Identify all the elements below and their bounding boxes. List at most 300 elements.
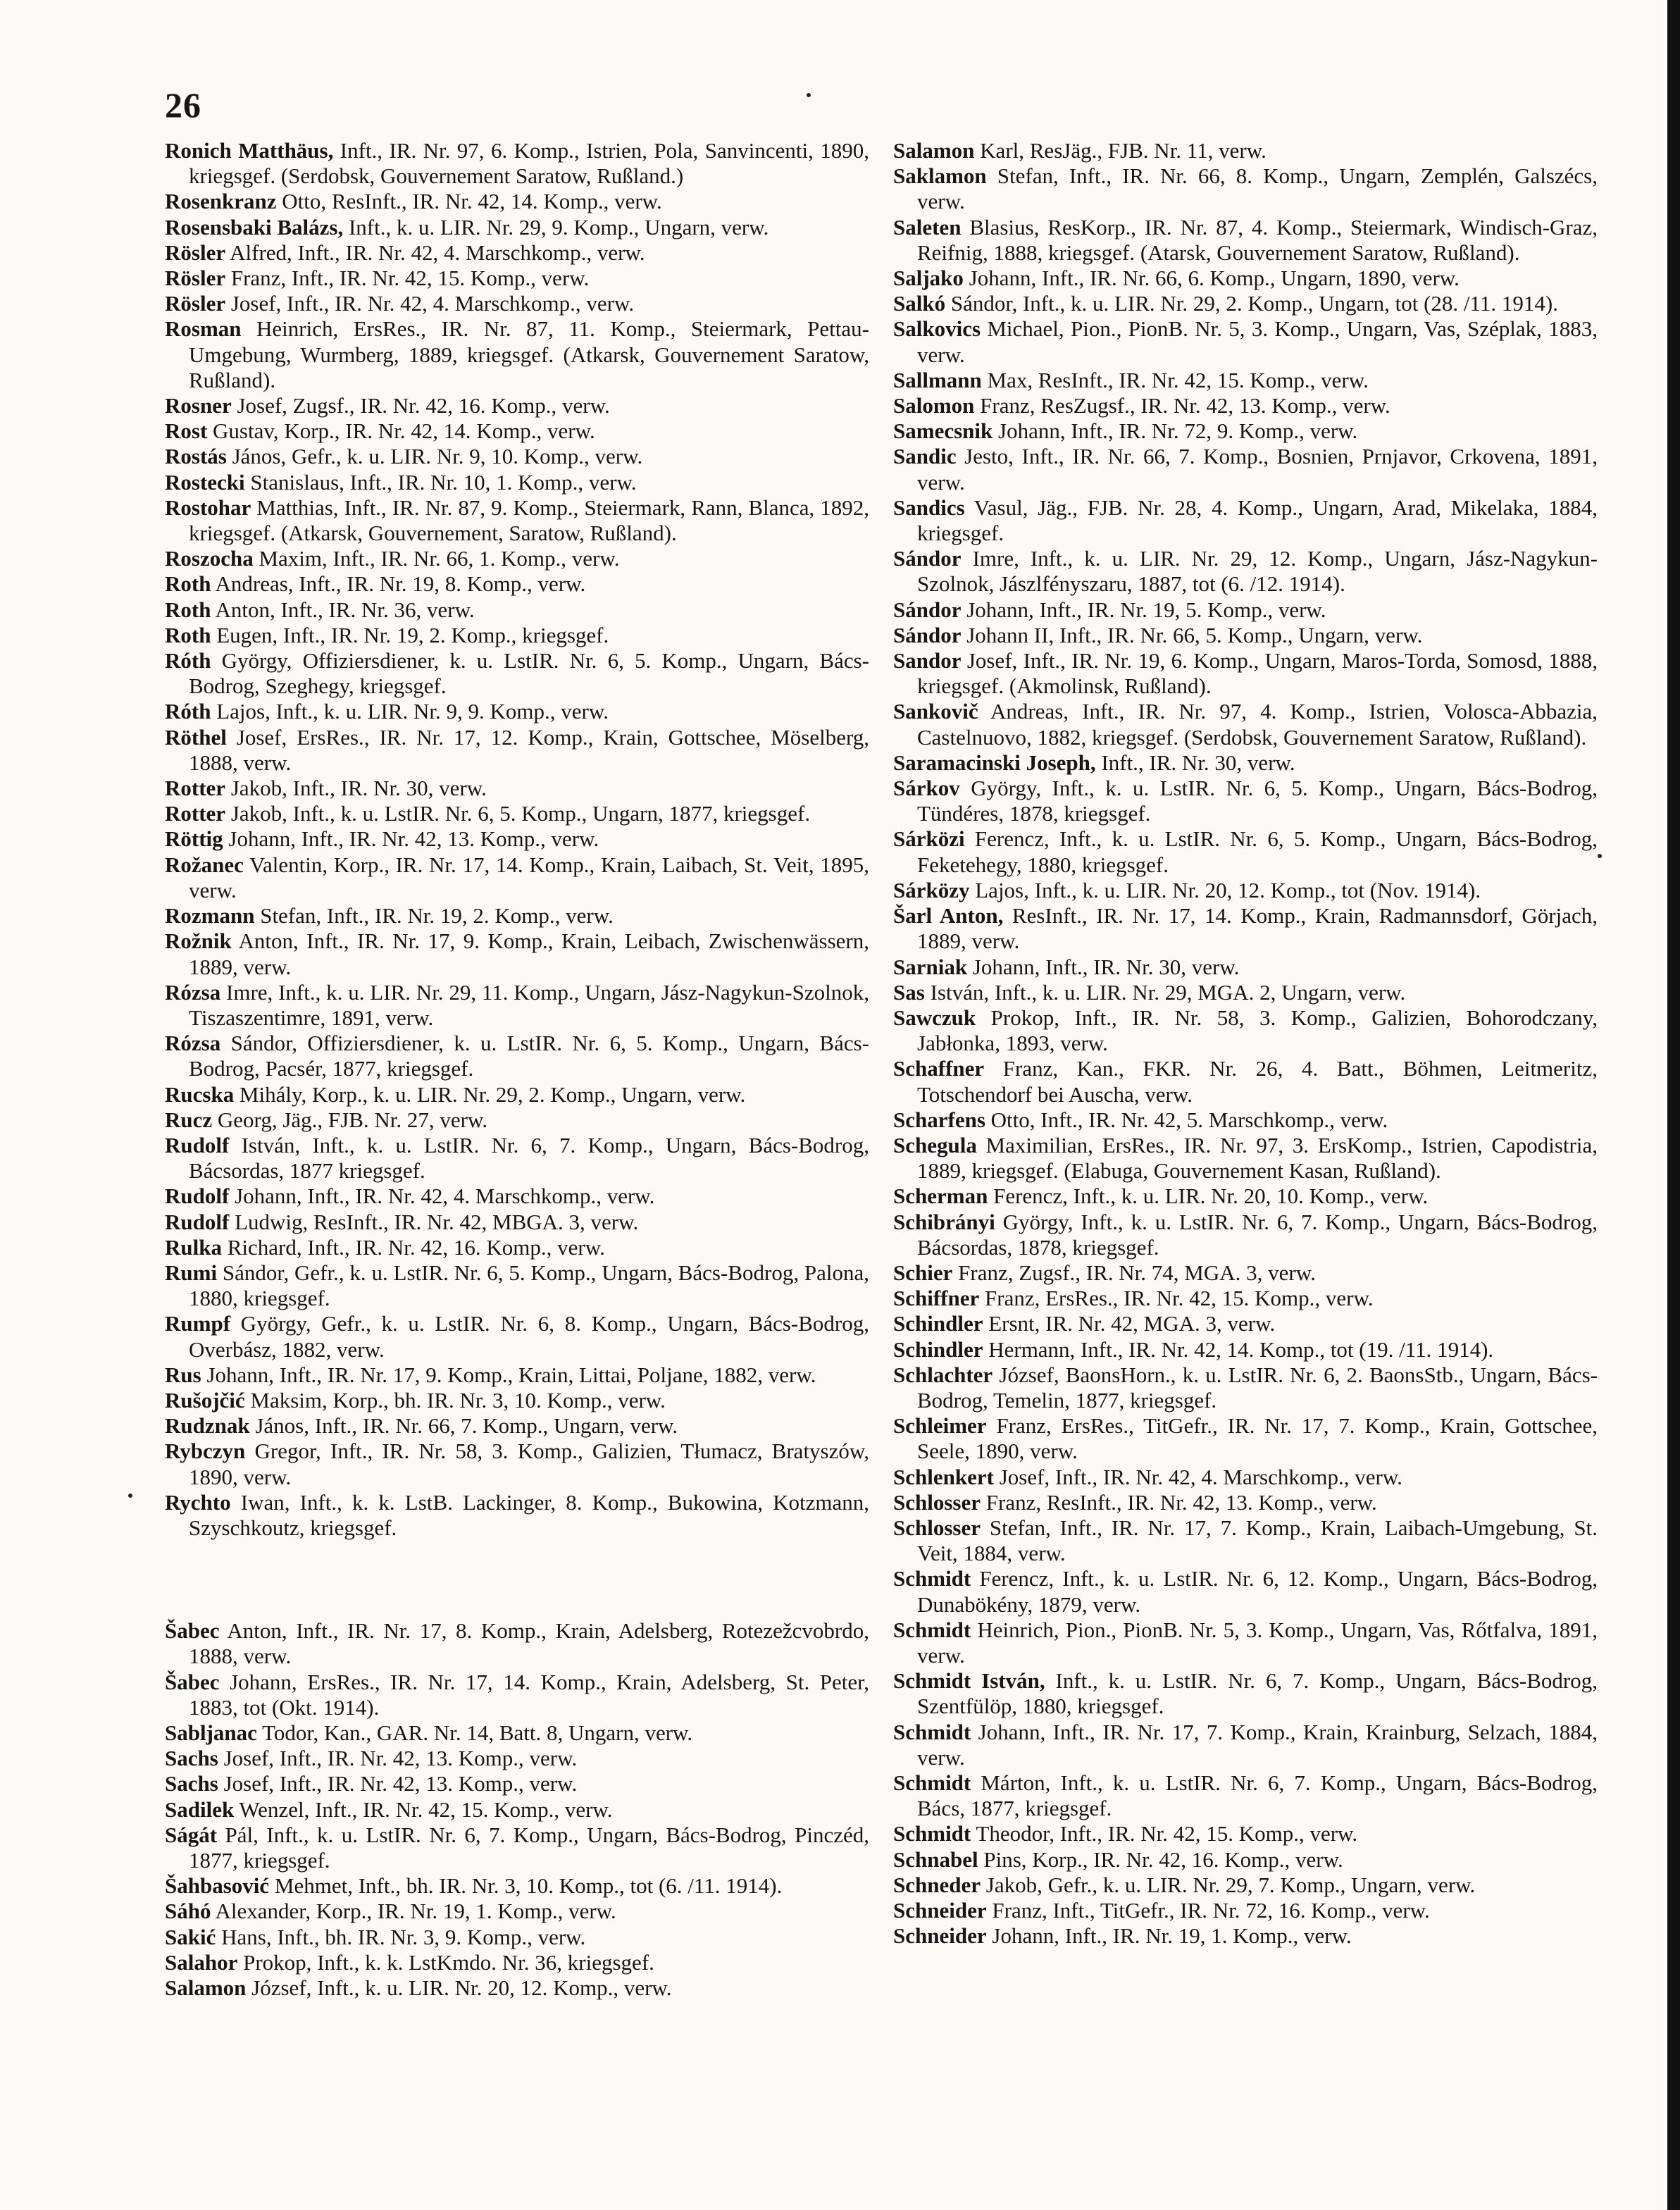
register-entry xyxy=(165,571,869,597)
register-entry xyxy=(165,1797,869,1823)
entry-surname: Schleimer xyxy=(893,1413,987,1439)
entry-surname: Rožanec xyxy=(165,852,244,877)
entry-details: Hermann, Inft., IR. Nr. 42, 14. Komp., tot (19. /11. 1914). xyxy=(983,1336,1494,1362)
entry-surname: Sandor xyxy=(893,648,962,673)
entry-surname: Rotter xyxy=(165,776,226,801)
entry-surname: Sáhó xyxy=(165,1899,211,1924)
entry-details: Maxim, Inft., IR. Nr. 66, 1. Komp., verw. xyxy=(253,546,620,571)
entry-details: Otto, Inft., IR. Nr. 42, 5. Marschkomp., verw. xyxy=(985,1107,1388,1132)
entry-surname: Schiffner xyxy=(893,1286,980,1311)
left-column-block-s xyxy=(165,1618,869,2001)
entry-details: Anton, Inft., IR. Nr. 17, 9. Komp., Krain, Leibach, Zwischenwässern, 1889, verw. xyxy=(189,929,869,979)
entry-details: Mihály, Korp., k. u. LIR. Nr. 29, 2. Komp., Ungarn, verw. xyxy=(234,1081,746,1107)
register-entry xyxy=(165,1082,869,1107)
entry-details: Michael, Pion., PionB. Nr. 5, 3. Komp., Ungarn, Vas, Széplak, 1883, verw. xyxy=(917,316,1598,367)
entry-details: Wenzel, Inft., IR. Nr. 42, 15. Komp., verw. xyxy=(234,1796,613,1822)
entry-details: Johann, Inft., IR. Nr. 42, 13. Komp., verw. xyxy=(223,826,599,852)
entry-details: Gustav, Korp., IR. Nr. 42, 14. Komp., verw. xyxy=(207,418,595,444)
entry-surname: Röthel xyxy=(165,724,227,750)
entry-surname: Salkó xyxy=(893,291,946,316)
entry-details: Jakob, Inft., k. u. LstIR. Nr. 6, 5. Komp., Ungarn, 1877, kriegsgef. xyxy=(225,801,811,826)
register-entry xyxy=(165,189,869,214)
entry-details: Andreas, Inft., IR. Nr. 19, 8. Komp., verw. xyxy=(211,571,586,597)
entry-details: Theodor, Inft., IR. Nr. 42, 15. Komp., verw. xyxy=(971,1821,1358,1846)
register-entry xyxy=(165,648,869,699)
entry-details: Jesto, Inft., IR. Nr. 66, 7. Komp., Bosnien, Prnjavor, Crkovena, 1891, verw. xyxy=(917,444,1598,495)
entry-details: József, BaonsHorn., k. u. LstIR. Nr. 6, 2. BaonsStb., Ungarn, Bács-Bodrog, Temelin, 1877, kriegsgef. xyxy=(917,1362,1598,1413)
entry-surname: Schindler xyxy=(893,1311,983,1336)
register-entry xyxy=(165,903,869,929)
register-entry xyxy=(893,444,1598,495)
entry-surname: Schmidt xyxy=(893,1719,971,1744)
entry-details: József, Inft., k. u. LIR. Nr. 20, 12. Komp., verw. xyxy=(246,1975,672,2001)
register-entry xyxy=(893,1056,1598,1107)
entry-details: Maksim, Korp., bh. IR. Nr. 3, 10. Komp., verw. xyxy=(244,1387,666,1413)
register-entry xyxy=(893,316,1598,367)
entry-details: Prokop, Inft., IR. Nr. 58, 3. Komp., Galizien, Bohorodczany, Jabłonka, 1893, verw. xyxy=(917,1005,1598,1056)
register-entry xyxy=(893,1184,1598,1209)
entry-details: Johann, Inft., IR. Nr. 19, 1. Komp., verw. xyxy=(986,1923,1352,1949)
entry-details: Sándor, Gefr., k. u. LstIR. Nr. 6, 5. Komp., Ungarn, Bács-Bodrog, Palona, 1880, kriegsgef. xyxy=(189,1260,869,1311)
entry-details: Johann, Inft., IR. Nr. 17, 7. Komp., Krain, Krainburg, Selzach, 1884, verw. xyxy=(917,1719,1598,1770)
register-entry xyxy=(893,750,1598,776)
entry-details: Johann, Inft., IR. Nr. 66, 6. Komp., Ungarn, 1890, verw. xyxy=(963,266,1460,291)
entry-details: Hans, Inft., bh. IR. Nr. 3, 9. Komp., verw. xyxy=(216,1924,586,1949)
entry-surname: Sándor xyxy=(893,622,962,647)
entry-surname: Rulka xyxy=(165,1234,222,1260)
entry-details: Lajos, Inft., k. u. LIR. Nr. 20, 12. Komp., tot (Nov. 1914). xyxy=(969,877,1481,902)
entry-surname: Schegula xyxy=(893,1132,977,1157)
entry-details: Stanislaus, Inft., IR. Nr. 10, 1. Komp., verw. xyxy=(244,469,637,495)
print-speck xyxy=(128,1494,132,1498)
register-entry xyxy=(165,1260,869,1311)
entry-details: Josef, ErsRes., IR. Nr. 17, 12. Komp., Krain, Gottschee, Möselberg, 1888, verw. xyxy=(189,724,869,775)
right-column xyxy=(893,138,1598,1949)
entry-details: Josef, Inft., IR. Nr. 42, 4. Marschkomp., verw. xyxy=(225,291,635,316)
entry-surname: Schlosser xyxy=(893,1489,981,1515)
register-entry xyxy=(165,470,869,495)
register-entry xyxy=(893,1873,1598,1898)
register-entry xyxy=(165,1413,869,1439)
entry-details: Jakob, Inft., IR. Nr. 30, verw. xyxy=(225,776,487,801)
register-entry xyxy=(165,597,869,623)
register-entry xyxy=(165,1618,869,1669)
register-entry xyxy=(165,699,869,724)
entry-details: Franz, ErsRes., TitGefr., IR. Nr. 17, 7. Komp., Krain, Gottschee, Seele, 1890, verw. xyxy=(917,1413,1598,1464)
register-entry xyxy=(165,1823,869,1873)
entry-details: Otto, ResInft., IR. Nr. 42, 14. Komp., verw. xyxy=(276,189,662,214)
entry-details: Andreas, Inft., IR. Nr. 97, 4. Komp., Istrien, Volosca-Abbazia, Castelnuovo, 1882, kriegsgef. (Serdobsk, Gouvernement Saratow, Rußland). xyxy=(917,699,1598,750)
entry-surname: Rosensbaki Balázs, xyxy=(165,214,344,240)
register-entry xyxy=(165,1031,869,1081)
register-entry xyxy=(893,1337,1598,1362)
register-entry xyxy=(165,291,869,316)
register-entry xyxy=(893,291,1598,316)
entry-surname: Sárkov xyxy=(893,776,960,801)
entry-surname: Rožnik xyxy=(165,929,232,954)
entry-surname: Rybczyn xyxy=(165,1439,246,1464)
entry-details: Josef, Inft., IR. Nr. 19, 6. Komp., Ungarn, Maros-Torda, Somosd, 1888, kriegsgef. (Akmolinsk, Rußland). xyxy=(917,648,1598,699)
entry-details: Pál, Inft., k. u. LstIR. Nr. 6, 7. Komp., Ungarn, Bács-Bodrog, Pinczéd, 1877, kriegsgef. xyxy=(189,1822,869,1873)
entry-details: Johann II, Inft., IR. Nr. 66, 5. Komp., Ungarn, verw. xyxy=(961,622,1423,647)
entry-surname: Rosman xyxy=(165,316,242,342)
entry-details: Josef, Inft., IR. Nr. 42, 13. Komp., verw. xyxy=(218,1771,578,1796)
entry-details: Inft., IR. Nr. 30, verw. xyxy=(1095,750,1295,775)
register-entry xyxy=(893,1260,1598,1286)
entry-details: György, Inft., k. u. LstIR. Nr. 6, 7. Komp., Ungarn, Bács-Bodrog, Bácsordas, 1878, kriegsgef. xyxy=(917,1209,1598,1260)
register-entry xyxy=(893,495,1598,546)
entry-surname: Rudolf xyxy=(165,1132,230,1157)
entry-details: Inft., k. u. LstIR. Nr. 6, 7. Komp., Ungarn, Bács-Bodrog, Szentfülöp, 1880, kriegsgef. xyxy=(917,1668,1598,1719)
register-entry xyxy=(893,980,1598,1005)
entry-surname: Salomon xyxy=(893,393,975,418)
register-entry xyxy=(893,648,1598,699)
entry-surname: Sarniak xyxy=(893,954,968,979)
entry-surname: Rumi xyxy=(165,1260,218,1285)
entry-details: Heinrich, Pion., PionB. Nr. 5, 3. Komp., Ungarn, Vas, Rőtfalva, 1891, verw. xyxy=(917,1617,1598,1668)
register-entry xyxy=(165,1439,869,1489)
register-entry xyxy=(165,316,869,393)
entry-surname: Scherman xyxy=(893,1184,988,1209)
entry-surname: Rumpf xyxy=(165,1311,231,1336)
entry-details: Franz, ErsRes., IR. Nr. 42, 15. Komp., verw. xyxy=(979,1286,1374,1311)
entry-details: György, Inft., k. u. LstIR. Nr. 6, 5. Komp., Ungarn, Bács-Bodrog, Tündéres, 1878, kriegsgef. xyxy=(917,776,1598,826)
register-entry xyxy=(165,623,869,648)
register-entry xyxy=(165,1107,869,1133)
entry-surname: Schmidt xyxy=(893,1770,971,1795)
entry-surname: Rudolf xyxy=(165,1209,230,1234)
entry-details: Blasius, ResKorp., IR. Nr. 87, 4. Komp., Steiermark, Windisch-Graz, Reifnig, 1888, kriegsgef. (Atarsk, Gouvernement Saratow, Rußland). xyxy=(917,214,1598,265)
register-entry xyxy=(165,1873,869,1899)
entry-details: Jakob, Gefr., k. u. LIR. Nr. 29, 7. Komp., Ungarn, verw. xyxy=(981,1872,1476,1897)
register-entry xyxy=(165,929,869,979)
entry-details: Inft., IR. Nr. 97, 6. Komp., Istrien, Pola, Sanvincenti, 1890, kriegsgef. (Serdobsk, Gouvernement Saratow, Rußland.) xyxy=(189,138,869,189)
entry-details: Franz, ResInft., IR. Nr. 42, 13. Komp., verw. xyxy=(981,1489,1377,1515)
register-entry xyxy=(165,444,869,469)
entry-surname: Schnabel xyxy=(893,1846,978,1872)
entry-details: Inft., k. u. LIR. Nr. 29, 9. Komp., Ungarn, verw. xyxy=(343,214,769,240)
entry-details: Gregor, Inft., IR. Nr. 58, 3. Komp., Galizien, Tłumacz, Bratyszów, 1890, verw. xyxy=(189,1439,869,1489)
entry-details: István, Inft., k. u. LstIR. Nr. 6, 7. Komp., Ungarn, Bács-Bodrog, Bácsordas, 1877 kriegsgef. xyxy=(189,1132,869,1184)
register-entry xyxy=(893,1898,1598,1923)
register-entry xyxy=(893,776,1598,826)
register-entry xyxy=(893,1490,1598,1515)
entry-surname: Salamon xyxy=(893,138,975,163)
entry-details: ResInft., IR. Nr. 17, 14. Komp., Krain, Radmannsdorf, Görjach, 1889, verw. xyxy=(917,903,1598,954)
register-entry xyxy=(165,546,869,571)
entry-details: Johann, ErsRes., IR. Nr. 17, 14. Komp., Krain, Adelsberg, St. Peter, 1883, tot (Okt. 1914). xyxy=(189,1669,869,1720)
entry-details: Alfred, Inft., IR. Nr. 42, 4. Marschkomp., verw. xyxy=(225,240,645,265)
entry-surname: Rušojčić xyxy=(165,1387,245,1413)
entry-surname: Schlosser xyxy=(893,1515,981,1540)
entry-surname: Sachs xyxy=(165,1771,218,1796)
entry-surname: Saklamon xyxy=(893,163,987,189)
entry-details: Eugen, Inft., IR. Nr. 19, 2. Komp., kriegsgef. xyxy=(211,622,609,647)
entry-surname: Schmidt xyxy=(893,1617,971,1642)
entry-details: Matthias, Inft., IR. Nr. 87, 9. Komp., Steiermark, Rann, Blanca, 1892, kriegsgef. (Atkarsk, Gouvernement, Saratow, Rußland). xyxy=(189,495,869,546)
entry-surname: Schlenkert xyxy=(893,1464,994,1489)
entry-surname: Schmidt István, xyxy=(893,1668,1045,1694)
entry-surname: Roszocha xyxy=(165,546,254,571)
register-entry xyxy=(893,163,1598,214)
entry-surname: Šabec xyxy=(165,1618,220,1644)
entry-details: Karl, ResJäg., FJB. Nr. 11, verw. xyxy=(974,138,1267,163)
register-entry xyxy=(893,826,1598,877)
entry-surname: Rotter xyxy=(165,801,226,826)
register-entry xyxy=(893,1515,1598,1566)
register-entry xyxy=(893,1770,1598,1821)
register-entry xyxy=(893,1133,1598,1184)
register-entry xyxy=(893,1210,1598,1260)
entry-details: György, Gefr., k. u. LstIR. Nr. 6, 8. Komp., Ungarn, Bács-Bodrog, Overbász, 1882, verw. xyxy=(189,1311,869,1362)
register-entry xyxy=(893,699,1598,750)
page-number: 26 xyxy=(165,85,201,125)
entry-details: Maximilian, ErsRes., IR. Nr. 97, 3. ErsKomp., Istrien, Capodistria, 1889, kriegsgef. (Elabuga, Gouvernement Kasan, Rußland). xyxy=(917,1132,1598,1184)
register-entry xyxy=(893,1286,1598,1311)
entry-surname: Röttig xyxy=(165,826,223,852)
register-entry xyxy=(165,1490,869,1541)
entry-surname: Rösler xyxy=(165,291,226,316)
entry-surname: Sas xyxy=(893,979,925,1005)
entry-details: Heinrich, ErsRes., IR. Nr. 87, 11. Komp., Steiermark, Pettau-Umgebung, Wurmberg, 1889, kriegsgef. (Atkarsk, Gouvernement Saratow, Rußland). xyxy=(189,316,869,392)
left-column xyxy=(165,138,869,2001)
entry-surname: Rösler xyxy=(165,240,226,265)
entry-details: Franz, ResZugsf., IR. Nr. 42, 13. Komp., verw. xyxy=(974,393,1390,418)
entry-surname: Sawczuk xyxy=(893,1005,976,1030)
entry-surname: Rosenkranz xyxy=(165,189,277,214)
register-entry xyxy=(893,1362,1598,1413)
entry-surname: Schier xyxy=(893,1260,953,1285)
entry-details: Franz, Inft., IR. Nr. 42, 15. Komp., verw. xyxy=(225,266,590,291)
entry-surname: Sárközy xyxy=(893,877,970,902)
entry-surname: Schlachter xyxy=(893,1362,993,1387)
entry-surname: Saleten xyxy=(893,214,962,240)
entry-surname: Schmidt xyxy=(893,1566,971,1591)
print-speck xyxy=(1598,854,1602,858)
entry-details: Johann, Inft., IR. Nr. 42, 4. Marschkomp., verw. xyxy=(229,1184,655,1209)
entry-details: Johann, Inft., IR. Nr. 17, 9. Komp., Krain, Littai, Poljane, 1882, verw. xyxy=(201,1362,816,1387)
register-entry xyxy=(893,597,1598,623)
register-entry xyxy=(165,1746,869,1771)
entry-surname: Rösler xyxy=(165,266,226,291)
entry-details: István, Inft., k. u. LIR. Nr. 29, MGA. 2, Ungarn, verw. xyxy=(924,979,1406,1005)
entry-surname: Rosner xyxy=(165,393,232,418)
register-entry xyxy=(893,1923,1598,1949)
register-entry xyxy=(893,903,1598,954)
entry-details: Mehmet, Inft., bh. IR. Nr. 3, 10. Komp., tot (6. /11. 1914). xyxy=(269,1873,783,1899)
entry-surname: Rost xyxy=(165,418,208,444)
entry-details: Iwan, Inft., k. k. LstB. Lackinger, 8. Komp., Bukowina, Kotzmann, Szyschkoutz, kriegsgef. xyxy=(189,1489,869,1540)
entry-surname: Sachs xyxy=(165,1746,218,1771)
register-entry xyxy=(165,1925,869,1950)
register-entry xyxy=(893,1107,1598,1133)
entry-surname: Schindler xyxy=(893,1336,983,1362)
register-entry xyxy=(893,623,1598,648)
entry-surname: Róth xyxy=(165,648,211,673)
entry-surname: Rostás xyxy=(165,444,227,469)
entry-surname: Sárközi xyxy=(893,826,965,852)
register-entry xyxy=(165,393,869,418)
entry-surname: Rozmann xyxy=(165,903,255,929)
register-entry xyxy=(165,1388,869,1413)
entry-surname: Sadilek xyxy=(165,1796,235,1822)
entry-surname: Rus xyxy=(165,1362,201,1387)
entry-surname: Salamon xyxy=(165,1975,247,2001)
entry-surname: Šabec xyxy=(165,1669,220,1694)
register-entry xyxy=(165,801,869,826)
register-entry xyxy=(893,418,1598,444)
entry-details: György, Offiziersdiener, k. u. LstIR. Nr. 6, 5. Komp., Ungarn, Bács-Bodrog, Szeghegy, kriegsgef. xyxy=(189,648,869,699)
entry-surname: Schneder xyxy=(893,1872,981,1897)
entry-details: Anton, Inft., IR. Nr. 36, verw. xyxy=(211,597,475,622)
print-speck xyxy=(807,93,811,97)
entry-details: Josef, Inft., IR. Nr. 42, 4. Marschkomp., verw. xyxy=(993,1464,1402,1489)
entry-details: János, Gefr., k. u. LIR. Nr. 9, 10. Komp., verw. xyxy=(226,444,643,469)
entry-surname: Samecsnik xyxy=(893,418,993,444)
entry-surname: Róth xyxy=(165,699,211,724)
register-entry xyxy=(893,368,1598,393)
register-entry xyxy=(165,418,869,444)
entry-surname: Rudznak xyxy=(165,1413,250,1439)
entry-details: Pins, Korp., IR. Nr. 42, 16. Komp., verw. xyxy=(978,1846,1343,1872)
entry-surname: Roth xyxy=(165,622,211,647)
entry-surname: Schneider xyxy=(893,1898,987,1923)
entry-details: Franz, Kan., FKR. Nr. 26, 4. Batt., Böhmen, Leitmeritz, Totschendorf bei Auscha, verw. xyxy=(917,1056,1598,1107)
entry-surname: Šarl Anton, xyxy=(893,903,1004,929)
register-entry xyxy=(165,240,869,266)
register-entry xyxy=(893,1618,1598,1668)
register-entry xyxy=(893,266,1598,291)
entry-surname: Salahor xyxy=(165,1949,238,1975)
entry-details: Georg, Jäg., FJB. Nr. 27, verw. xyxy=(212,1107,488,1132)
register-entry xyxy=(165,1311,869,1362)
register-entry xyxy=(893,393,1598,418)
register-entry xyxy=(893,1668,1598,1719)
entry-surname: Sandics xyxy=(893,495,965,520)
entry-surname: Rostohar xyxy=(165,495,251,520)
entry-details: Prokop, Inft., k. k. LstKmdo. Nr. 36, kriegsgef. xyxy=(237,1949,654,1975)
entry-surname: Scharfens xyxy=(893,1107,985,1132)
register-entry xyxy=(893,1847,1598,1873)
entry-details: Ferencz, Inft., k. u. LstIR. Nr. 6, 5. Komp., Ungarn, Bács-Bodrog, Feketehegy, 1880, kriegsgef. xyxy=(917,826,1598,877)
entry-details: Franz, Inft., TitGefr., IR. Nr. 72, 16. Komp., verw. xyxy=(986,1898,1430,1923)
register-entry xyxy=(893,878,1598,903)
register-entry xyxy=(893,1005,1598,1056)
register-entry xyxy=(165,980,869,1031)
entry-details: Ferencz, Inft., k. u. LstIR. Nr. 6, 12. Komp., Ungarn, Bács-Bodrog, Dunabökény, 1879, verw. xyxy=(917,1566,1598,1617)
entry-surname: Saramacinski Joseph, xyxy=(893,750,1096,775)
register-entry xyxy=(165,1720,869,1746)
entry-surname: Ronich Matthäus, xyxy=(165,138,334,163)
register-entry xyxy=(893,215,1598,266)
register-entry xyxy=(893,955,1598,980)
register-entry xyxy=(893,546,1598,597)
entry-details: Richard, Inft., IR. Nr. 42, 16. Komp., verw. xyxy=(221,1234,605,1260)
entry-surname: Sabljanac xyxy=(165,1720,257,1745)
register-entry xyxy=(165,1184,869,1209)
entry-surname: Šahbasović xyxy=(165,1873,270,1899)
register-entry xyxy=(165,495,869,546)
register-entry xyxy=(165,1133,869,1184)
entry-details: Johann, Inft., IR. Nr. 30, verw. xyxy=(967,954,1240,979)
entry-surname: Salkovics xyxy=(893,316,981,342)
entry-details: Imre, Inft., k. u. LIR. Nr. 29, 12. Komp., Ungarn, Jász-Nagykun-Szolnok, Jászlfényszaru, 1887, tot (6. /12. 1914). xyxy=(917,546,1598,597)
entry-details: Franz, Zugsf., IR. Nr. 74, MGA. 3, verw. xyxy=(952,1260,1316,1285)
register-entry xyxy=(165,826,869,852)
entry-details: Johann, Inft., IR. Nr. 72, 9. Komp., verw. xyxy=(993,418,1358,444)
right-column-block-s xyxy=(893,138,1598,1949)
entry-details: Vasul, Jäg., FJB. Nr. 28, 4. Komp., Ungarn, Arad, Mikelaka, 1884, kriegsgef. xyxy=(917,495,1598,546)
entry-surname: Schaffner xyxy=(893,1056,985,1081)
entry-details: Valentin, Korp., IR. Nr. 17, 14. Komp., Krain, Laibach, St. Veit, 1895, verw. xyxy=(189,852,869,902)
entry-details: Sándor, Offiziersdiener, k. u. LstIR. Nr. 6, 5. Komp., Ungarn, Bács-Bodrog, Pacsér, 1877, kriegsgef. xyxy=(189,1031,869,1081)
register-entry xyxy=(165,725,869,776)
entry-surname: Rostecki xyxy=(165,469,245,495)
entry-details: Lajos, Inft., k. u. LIR. Nr. 9, 9. Komp., verw. xyxy=(211,699,609,724)
register-entry xyxy=(893,1311,1598,1336)
register-entry xyxy=(893,1821,1598,1846)
entry-surname: Roth xyxy=(165,571,211,597)
entry-details: Ferencz, Inft., k. u. LIR. Nr. 20, 10. Komp., verw. xyxy=(988,1184,1429,1209)
register-entry xyxy=(165,1210,869,1235)
left-column-block-r xyxy=(165,138,869,1541)
register-entry xyxy=(165,1771,869,1796)
entry-surname: Ságát xyxy=(165,1822,218,1847)
entry-details: Johann, Inft., IR. Nr. 19, 5. Komp., verw. xyxy=(961,597,1326,622)
register-entry xyxy=(165,138,869,189)
entry-surname: Schibrányi xyxy=(893,1209,995,1234)
entry-surname: Roth xyxy=(165,597,211,622)
entry-details: Josef, Zugsf., IR. Nr. 42, 16. Komp., verw. xyxy=(231,393,610,418)
entry-surname: Rucz xyxy=(165,1107,213,1132)
entry-surname: Rucska xyxy=(165,1081,235,1107)
entry-details: Sándor, Inft., k. u. LIR. Nr. 29, 2. Komp., Ungarn, tot (28. /11. 1914). xyxy=(945,291,1558,316)
entry-details: Imre, Inft., k. u. LIR. Nr. 29, 11. Komp., Ungarn, Jász-Nagykun-Szolnok, Tiszaszentimre, 1891, verw. xyxy=(189,979,869,1030)
register-entry xyxy=(893,1413,1598,1464)
entry-details: Ludwig, ResInft., IR. Nr. 42, MBGA. 3, verw. xyxy=(229,1209,639,1234)
entry-surname: Sándor xyxy=(893,546,962,571)
entry-surname: Schneider xyxy=(893,1923,987,1949)
register-entry xyxy=(893,1720,1598,1770)
register-entry xyxy=(165,1235,869,1260)
entry-details: Alexander, Korp., IR. Nr. 19, 1. Komp., verw. xyxy=(211,1899,616,1924)
entry-details: Stefan, Inft., IR. Nr. 17, 7. Komp., Krain, Laibach-Umgebung, St. Veit, 1884, verw. xyxy=(917,1515,1598,1566)
entry-surname: Sandic xyxy=(893,444,957,469)
entry-surname: Sankovič xyxy=(893,699,978,724)
register-entry xyxy=(165,215,869,240)
entry-details: Márton, Inft., k. u. LstIR. Nr. 6, 7. Komp., Ungarn, Bács-Bodrog, Bács, 1877, kriegsgef. xyxy=(917,1770,1598,1821)
entry-surname: Saljako xyxy=(893,266,964,291)
entry-details: Todor, Kan., GAR. Nr. 14, Batt. 8, Ungarn, verw. xyxy=(256,1720,693,1745)
entry-details: János, Inft., IR. Nr. 66, 7. Komp., Ungarn, verw. xyxy=(249,1413,678,1439)
register-entry xyxy=(893,138,1598,163)
register-entry xyxy=(165,1975,869,2001)
register-entry xyxy=(165,852,869,903)
register-entry xyxy=(893,1566,1598,1617)
entry-surname: Schmidt xyxy=(893,1821,971,1846)
register-entry xyxy=(165,1899,869,1924)
entry-details: Stefan, Inft., IR. Nr. 19, 2. Komp., verw. xyxy=(254,903,614,929)
entry-surname: Rózsa xyxy=(165,1031,221,1056)
entry-details: Max, ResInft., IR. Nr. 42, 15. Komp., verw. xyxy=(981,367,1369,392)
entry-details: Stefan, Inft., IR. Nr. 66, 8. Komp., Ungarn, Zemplén, Galszécs, verw. xyxy=(917,163,1598,214)
register-entry xyxy=(165,1670,869,1720)
register-entry xyxy=(165,266,869,291)
register-entry xyxy=(165,1362,869,1388)
entry-details: Ersnt, IR. Nr. 42, MGA. 3, verw. xyxy=(983,1311,1276,1336)
entry-details: Anton, Inft., IR. Nr. 17, 8. Komp., Krain, Adelsberg, Rotezežcvobrdo, 1888, verw. xyxy=(189,1618,869,1669)
entry-surname: Rychto xyxy=(165,1489,231,1515)
